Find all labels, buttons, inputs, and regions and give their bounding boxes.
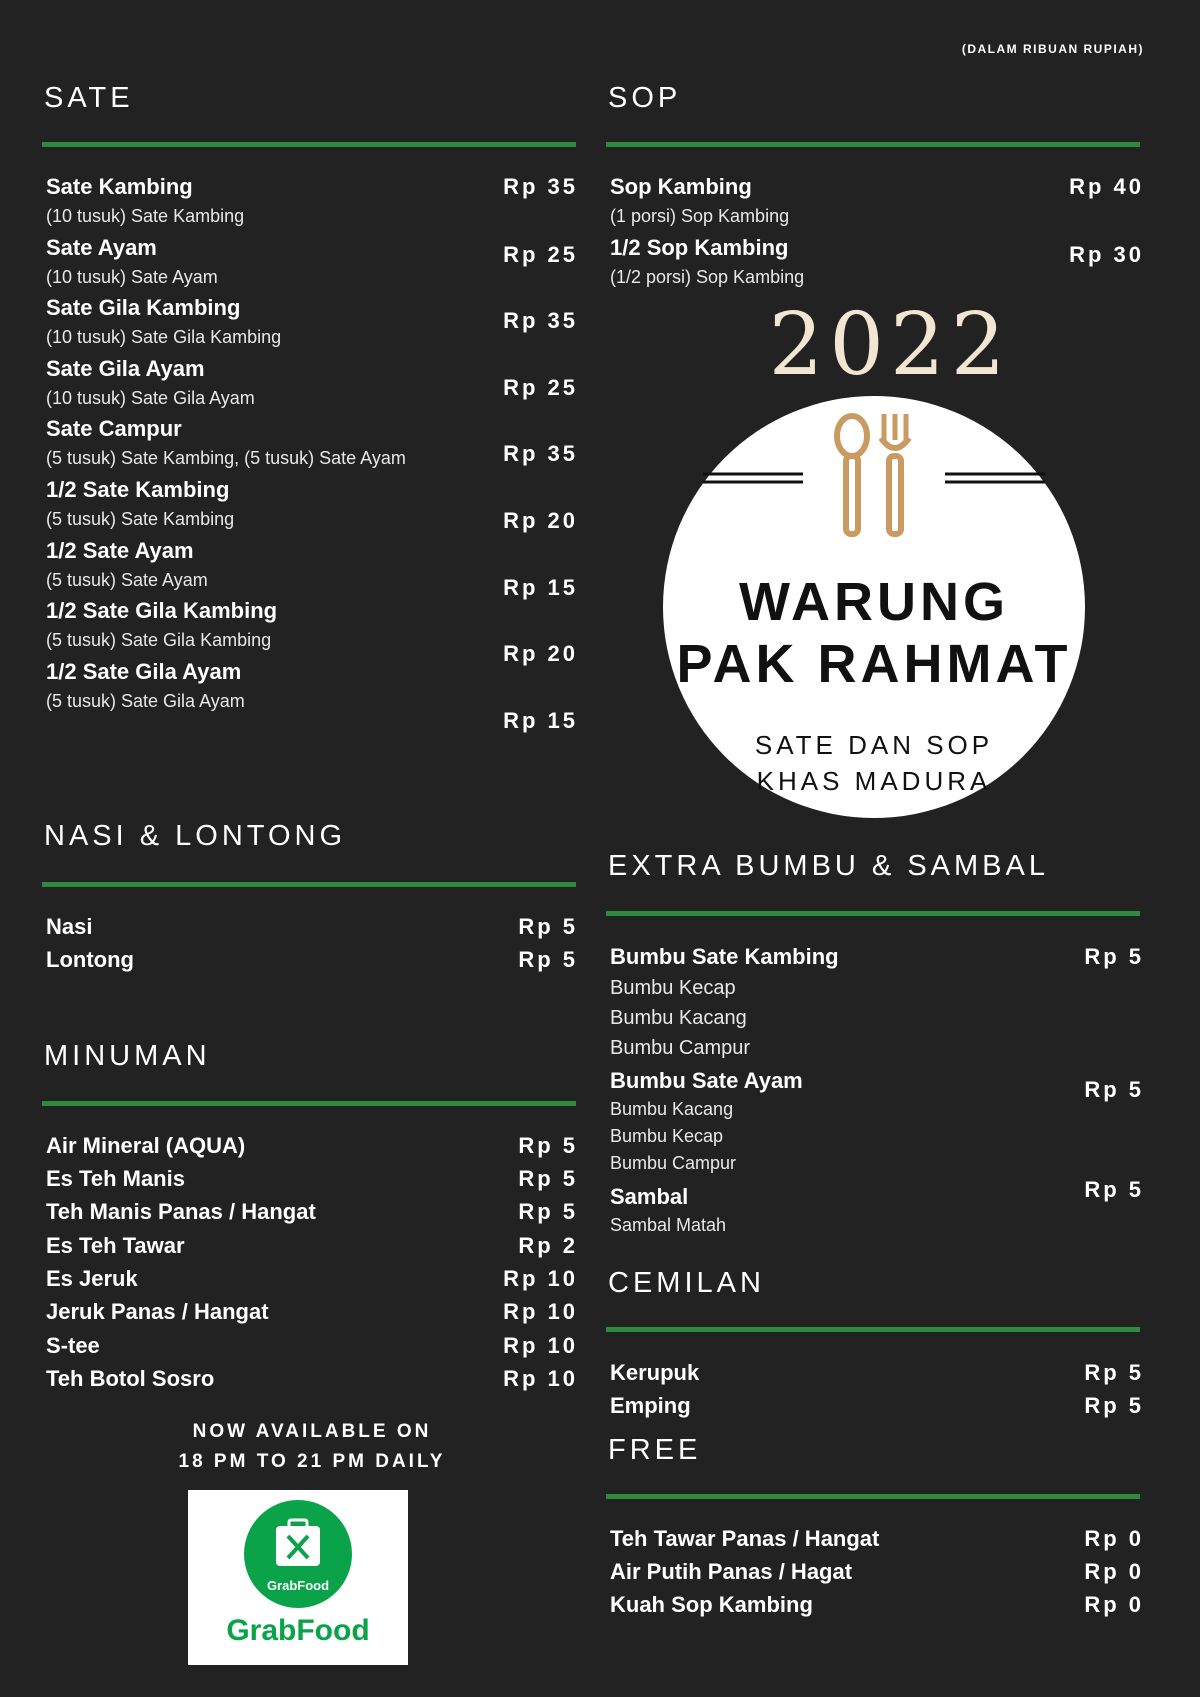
menu-item-desc: (5 tusuk) Sate Gila Kambing [46, 630, 272, 650]
menu-item-price: Rp 15 [503, 575, 578, 600]
menu-item-name: Sop Kambing [610, 174, 752, 199]
menu-item-desc: Bumbu Campur [610, 1037, 751, 1059]
promo-line-1: NOW AVAILABLE ON [192, 1421, 432, 1442]
menu-item-name: Sate Ayam [46, 235, 157, 260]
menu-item-name: Teh Manis Panas / Hangat [46, 1199, 316, 1224]
logo-tagline-line-2: KHAS MADURA [756, 766, 992, 796]
promo-line-2: 18 PM TO 21 PM DAILY [178, 1451, 446, 1472]
section-title-free: FREE [608, 1434, 702, 1466]
menu-item-price: Rp 15 [503, 708, 578, 733]
grabfood-badge [244, 1500, 352, 1608]
menu-item-price: Rp 5 [1084, 1393, 1144, 1418]
menu-item-price: Rp 35 [503, 441, 578, 466]
menu-item-price: Rp 35 [503, 308, 578, 333]
section-title-sop: SOP [608, 82, 682, 114]
menu-item-name: Es Teh Manis [46, 1166, 185, 1191]
menu-item-price: Rp 0 [1084, 1526, 1144, 1551]
section-title-extra: EXTRA BUMBU & SAMBAL [608, 850, 1049, 882]
menu-item-desc: (5 tusuk) Sate Kambing, (5 tusuk) Sate Ayam [46, 448, 406, 468]
menu-item-name: Emping [610, 1393, 691, 1418]
menu-item-desc: (10 tusuk) Sate Gila Ayam [46, 388, 255, 408]
section-divider [606, 1327, 1140, 1332]
menu-item-desc: (5 tusuk) Sate Ayam [46, 570, 208, 590]
menu-item-name: 1/2 Sate Gila Kambing [46, 598, 278, 623]
menu-item-price: Rp 10 [503, 1366, 578, 1391]
grabfood-badge-label: GrabFood [266, 1578, 330, 1593]
menu-item-price: Rp 25 [503, 375, 578, 400]
menu-item-price: Rp 35 [503, 174, 578, 199]
menu-item-desc: (5 tusuk) Sate Gila Ayam [46, 691, 245, 711]
menu-item-price: Rp 40 [1069, 174, 1144, 199]
menu-item-desc: (10 tusuk) Sate Kambing [46, 206, 245, 226]
menu-item-desc: Bumbu Kecap [610, 1126, 724, 1146]
menu-item-price: Rp 25 [503, 242, 578, 267]
menu-item-price: Rp 10 [503, 1333, 578, 1358]
menu-item-price: Rp 5 [518, 1199, 578, 1224]
menu-item-name: Air Putih Panas / Hagat [610, 1559, 853, 1584]
menu-item-name: Sate Kambing [46, 174, 193, 199]
menu-item-desc: Bumbu Campur [610, 1153, 737, 1173]
menu-item-price: Rp 10 [503, 1299, 578, 1324]
logo-name-line-2: PAK RAHMAT [676, 634, 1072, 694]
section-divider [606, 142, 1140, 147]
restaurant-logo [663, 396, 1085, 818]
menu-item-desc: (5 tusuk) Sate Kambing [46, 509, 235, 529]
menu-item-desc: (10 tusuk) Sate Ayam [46, 267, 218, 287]
menu-item-price: Rp 0 [1084, 1559, 1144, 1584]
section-title-nasi-lontong: NASI & LONTONG [44, 820, 347, 852]
menu-item-name: 1/2 Sate Ayam [46, 538, 194, 563]
section-title-cemilan: CEMILAN [608, 1267, 765, 1299]
menu-item-name: Nasi [46, 914, 93, 939]
menu-item-desc: Bumbu Kacang [610, 1099, 734, 1119]
logo-tagline-line-1: SATE DAN SOP [754, 730, 994, 760]
menu-item-desc: Bumbu Kecap [610, 977, 736, 999]
menu-item-desc: (10 tusuk) Sate Gila Kambing [46, 327, 282, 347]
menu-item-price: Rp 2 [518, 1233, 578, 1258]
section-divider [606, 1494, 1140, 1499]
menu-item-desc: Sambal Matah [610, 1215, 727, 1235]
menu-item-price: Rp 30 [1069, 242, 1144, 267]
menu-item-price: Rp 0 [1084, 1592, 1144, 1617]
logo-year: 2022 [768, 295, 1012, 395]
menu-item-name: 1/2 Sate Kambing [46, 477, 230, 502]
menu-item-name: 1/2 Sop Kambing [610, 235, 789, 260]
menu-item-name: Lontong [46, 947, 134, 972]
menu-item-name: Sate Gila Ayam [46, 356, 205, 381]
section-divider [42, 142, 576, 147]
menu-item-desc: (1/2 porsi) Sop Kambing [610, 267, 805, 287]
section-title-sate: SATE [44, 82, 134, 114]
menu-item-price: Rp 5 [1084, 1360, 1144, 1385]
menu-item-name: Sate Campur [46, 416, 182, 441]
currency-note: (DALAM RIBUAN RUPIAH) [961, 42, 1144, 56]
menu-item-name: Bumbu Sate Ayam [610, 1068, 803, 1093]
logo-name-line-1: WARUNG [739, 572, 1009, 632]
menu-item-price: Rp 5 [518, 1133, 578, 1158]
menu-item-price: Rp 10 [503, 1266, 578, 1291]
menu-item-name: Jeruk Panas / Hangat [46, 1299, 269, 1324]
menu-item-name: Sambal [610, 1184, 689, 1209]
menu-item-name: 1/2 Sate Gila Ayam [46, 659, 242, 684]
menu-item-price: Rp 20 [503, 508, 578, 533]
menu-item-name: Bumbu Sate Kambing [610, 944, 839, 969]
grabfood-logo[interactable] [188, 1490, 408, 1665]
menu-item-price: Rp 5 [1084, 1077, 1144, 1102]
menu-item-name: Teh Tawar Panas / Hangat [610, 1526, 880, 1551]
menu-item-price: Rp 5 [518, 947, 578, 972]
menu-item-name: Air Mineral (AQUA) [46, 1133, 246, 1158]
section-title-minuman: MINUMAN [44, 1040, 211, 1072]
menu-item-desc: (1 porsi) Sop Kambing [610, 206, 790, 226]
section-divider [606, 911, 1140, 916]
menu-item-name: Kerupuk [610, 1360, 700, 1385]
menu-item-name: Teh Botol Sosro [46, 1366, 215, 1391]
menu-item-name: Es Teh Tawar [46, 1233, 185, 1258]
menu-item-name: Kuah Sop Kambing [610, 1592, 813, 1617]
menu-item-name: Sate Gila Kambing [46, 295, 241, 320]
menu-item-price: Rp 5 [1084, 1177, 1144, 1202]
menu-item-price: Rp 5 [1084, 944, 1144, 969]
menu-item-name: S-tee [46, 1333, 100, 1358]
menu-item-desc: Bumbu Kacang [610, 1007, 747, 1029]
grabfood-wordmark: GrabFood [226, 1614, 370, 1647]
section-divider [42, 882, 576, 887]
menu-item-name: Es Jeruk [46, 1266, 138, 1291]
section-divider [42, 1101, 576, 1106]
menu-item-price: Rp 5 [518, 914, 578, 939]
menu-item-price: Rp 5 [518, 1166, 578, 1191]
menu-item-price: Rp 20 [503, 641, 578, 666]
